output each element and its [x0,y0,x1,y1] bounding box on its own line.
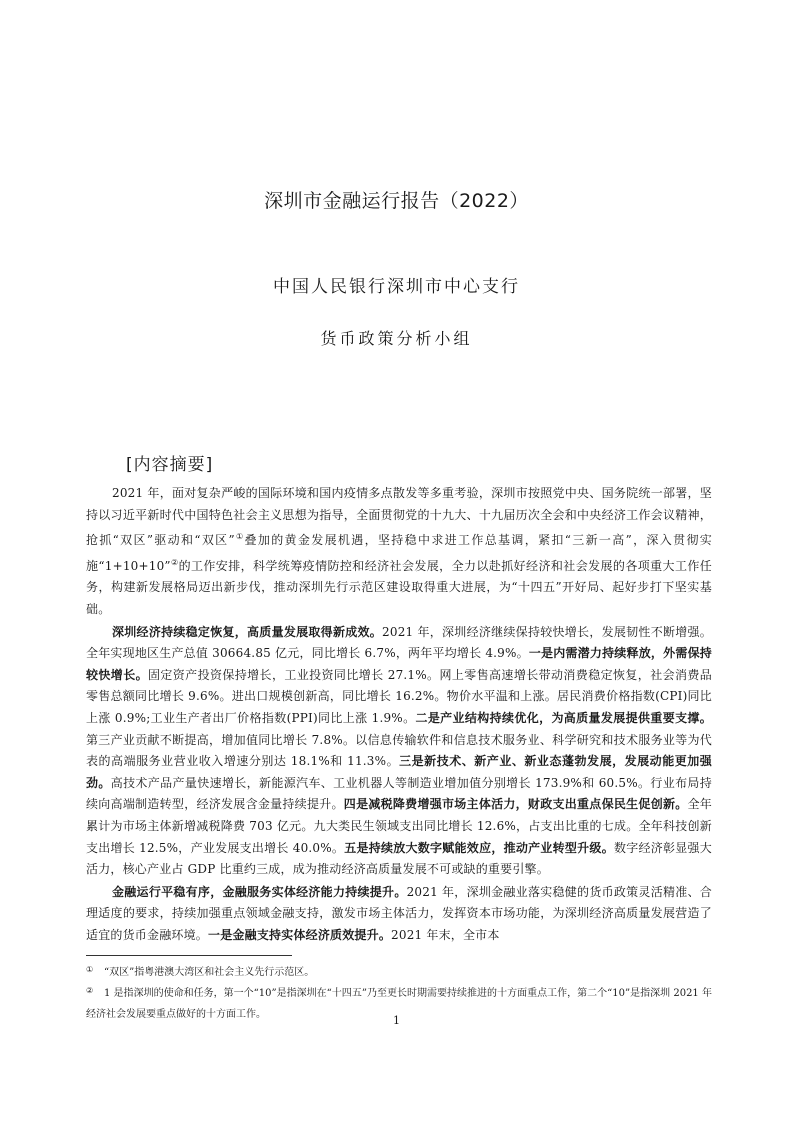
footnote-1 [86,962,712,983]
abstract-heading: [内容摘要] [126,455,214,475]
text-run: 2021 年，深圳金融业落实稳健的货币政策灵活精准、合理适度的要求，持续加强重点领域金融支持，激发市场主体活力，发挥资本市场功能，为深圳经济高质量发展营造了适宜的货币金融环境。 [86,884,712,942]
text-run: 数字经济彰显强大活力，核心产业占 GDP 比重约三成，成为推动经济高质量发展不可或缺的重要引擎。 [86,840,712,877]
text-run: 固定资产投资保持增长，工业投资同比增长 27.1%。网上零售高速增长带动消费稳定恢复，社会消费品零售总额同比增长 9.6%。进出口规模创新高，同比增长 16.2%。物价水平温和上涨。居民消费价格指数(CPI)同比上涨 0.9%;工业生产者出厂价格指数(PPI)同比上涨 1.9%。 [86,667,712,725]
footnote-mark: ② [86,986,94,995]
bold-run: 三是新技术、新产业、新业态蓬勃发展，发展动能更加强劲。 [86,754,712,790]
text-run: 第三产业贡献不断提高，增加值同比增长 7.8%。以信息传输软件和信息技术服务业、科学研究和技术服务业等为代表的高端服务业营业收入增速分别达 18.1%和 11.3%。 [86,732,712,769]
bold-run: 一是内需潜力持续释放，外需保持较快增长。 [86,646,712,682]
bold-run: 四是减税降费增强市场主体活力，财政支出重点保民生促创新。 [343,797,688,812]
footnote-divider [86,955,292,956]
bold-run: 深圳经济持续稳定恢复，高质量发展取得新成效。 [112,624,383,639]
text-run: 叠加的黄金发展机遇，坚持稳中求进工作总基调，紧扣“三新一高”，深入贯彻实施“1+10+10” [86,533,713,573]
footnote-ref-2: ② [170,557,179,567]
footnote-text: 1 是指深圳的使命和任务，第一个“10”是指深圳在“十四五”乃至更长时期需要持续推进的十方面重点工作，第二个“10”是指深圳 2021 年经济社会发展要重点做好的十方面工作。 [86,988,712,1020]
page-number: 1 [393,1014,400,1027]
text-run: 2021 年，深圳经济继续保持较快增长，发展韧性不断增强。全年实现地区生产总值 30664.85 亿元，同比增长 6.7%，两年平均增长 4.9%。 [86,624,712,661]
bold-run: 金融运行平稳有序，金融服务实体经济能力持续提升。 [112,884,407,899]
text-run: 全年累计为市场主体新增减税降费 703 亿元。九大类民生领域支出同比增长 12.6%，占支出比重的七成。全年科技创新支出增长 12.5%，产业发展支出增长 40.0%。 [86,797,713,855]
abstract-paragraph-1 [86,483,712,621]
text-run: 2021 年末，全市本 [391,927,500,942]
abstract-paragraph-3 [86,882,712,947]
group-name: 货币政策分析小组 [320,329,473,348]
report-title: 深圳市金融运行报告（2022） [264,190,529,212]
footnote-text: “双区”指粤港澳大湾区和社会主义先行示范区。 [104,967,315,978]
footnote-ref-1: ① [234,532,245,542]
text-run: 2021 年，面对复杂严峻的国际环境和国内疫情多点散发等多重考验，深圳市按照党中央、国务院统一部署，坚持以习近平新时代中国特色社会主义思想为指导，全面贯彻党的十九大、十九届历次全会和中央经济工作会议精神，抢抓“双区”驱动和“双区” [86,486,712,548]
footnote-mark: ① [86,965,94,974]
bold-run: 二是产业结构持续优化，为高质量发展提供重要支撑。 [415,710,712,725]
abstract-body [86,483,712,947]
text-run: 高技术产品产量快速增长，新能源汽车、工业机器人等制造业增加值分别增长 173.9%和 60.5%。行业布局持续向高端制造转型，经济发展含金量持续提升。 [86,775,712,812]
bold-run: 一是金融支持实体经济质效提升。 [208,927,392,942]
text-run: 的工作安排，科学统筹疫情防控和经济社会发展，全力以赴抓好经济和社会发展的各项重大工作任务，构建新发展格局迈出新步伐，推动深圳先行示范区建设取得重大进展，为“十四五”开好局、起好步打下坚实基础。 [86,558,712,616]
bold-run: 五是持续放大数字赋能效应，推动产业转型升级。 [344,840,614,855]
abstract-paragraph-2 [86,622,712,881]
organization-name: 中国人民银行深圳市中心支行 [273,277,520,297]
